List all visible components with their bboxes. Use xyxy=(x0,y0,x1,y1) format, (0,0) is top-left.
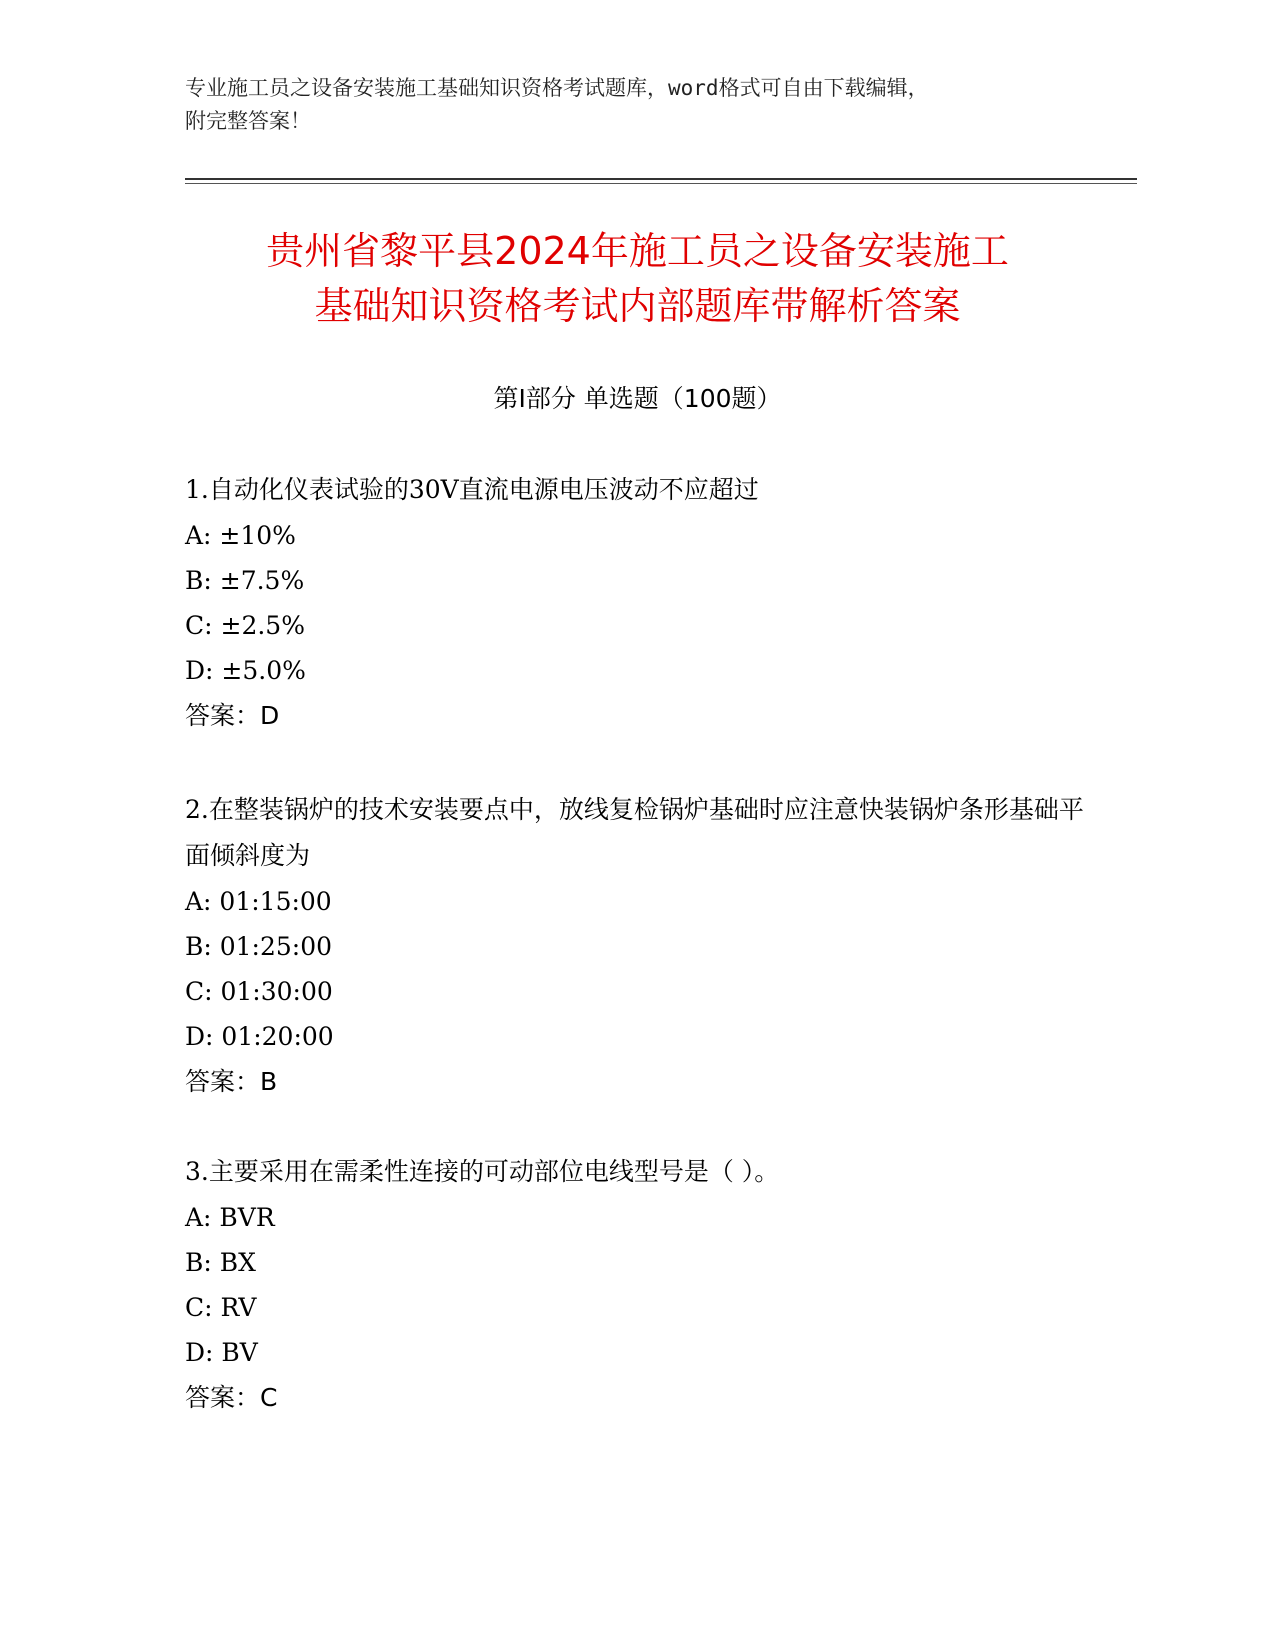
document-title xyxy=(150,224,1125,334)
header-note xyxy=(185,72,1085,138)
header-divider-thin xyxy=(185,183,1137,184)
option-b: B: BX xyxy=(185,1248,256,1277)
question-item xyxy=(185,787,1085,1104)
option-a: A: ±10% xyxy=(185,521,296,550)
option-c: C: ±2.5% xyxy=(185,611,305,640)
header-note-line: 专业施工员之设备安装施工基础知识资格考试题库，word格式可自由下载编辑， xyxy=(185,76,929,100)
option-a: A: 01:15:00 xyxy=(185,887,332,916)
document-title-line: 贵州省黎平县2024年施工员之设备安装施工 xyxy=(266,229,1009,273)
header-note-line: 附完整答案！ xyxy=(185,109,311,133)
option-b: B: 01:25:00 xyxy=(185,932,333,961)
option-b: B: ±7.5% xyxy=(185,566,305,595)
question-stem: 2.在整装锅炉的技术安装要点中，放线复检锅炉基础时应注意快装锅炉条形基础平面倾斜度为 xyxy=(185,795,1084,870)
question-item xyxy=(185,1149,1085,1420)
section-heading: 第I部分 单选题（100题） xyxy=(493,384,782,413)
option-c: C: RV xyxy=(185,1293,257,1322)
answer-label: 答案：D xyxy=(185,701,280,730)
question-stem: 1.自动化仪表试验的30V直流电源电压波动不应超过 xyxy=(185,475,759,504)
question-item xyxy=(185,467,1085,738)
header-divider xyxy=(185,178,1137,180)
option-d: D: BV xyxy=(185,1338,258,1367)
option-d: D: ±5.0% xyxy=(185,656,306,685)
answer-label: 答案：B xyxy=(185,1067,278,1096)
option-c: C: 01:30:00 xyxy=(185,977,333,1006)
question-stem: 3.主要采用在需柔性连接的可动部位电线型号是（ ）。 xyxy=(185,1157,780,1186)
option-d: D: 01:20:00 xyxy=(185,1022,334,1051)
option-a: A: BVR xyxy=(185,1203,275,1232)
document-title-line: 基础知识资格考试内部题库带解析答案 xyxy=(314,284,961,328)
answer-label: 答案：C xyxy=(185,1383,278,1412)
